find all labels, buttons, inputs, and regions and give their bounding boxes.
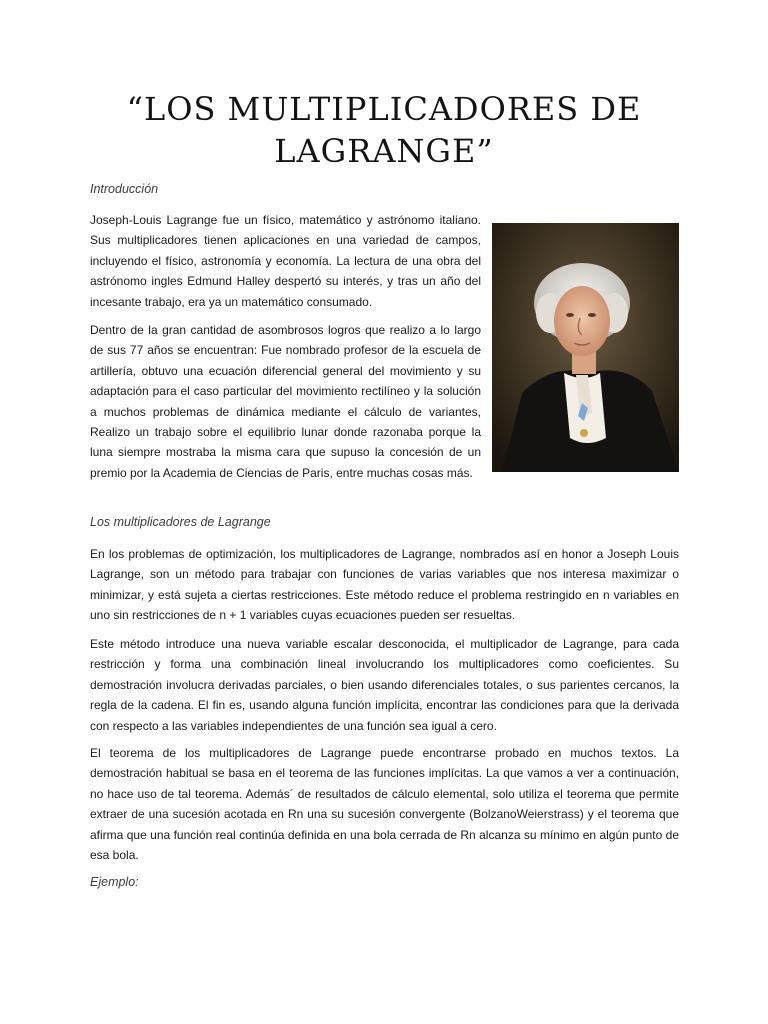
example-heading: Ejemplo: bbox=[90, 875, 139, 889]
multipliers-heading: Los multiplicadores de Lagrange bbox=[90, 515, 271, 529]
intro-paragraph-2: Dentro de la gran cantidad de asombrosos logros que realizo a lo largo de sus 77 años se encuentran: Fue nombrado profesor de la escuela de artillería, obtuvo una ecuación diferencial general del movimiento y su adaptación para el caso particular del movimiento rectilíneo y la solución a muchos problemas de dinámica mediante el cálculo de variantes, Realizo un trabajo sobre el equilibrio lunar donde razonaba porque la luna siempre mostraba la misma cara que supuso la concesión de un premio por la Academia de Ciencias de Paris, entre muchas cosas más. bbox=[90, 323, 481, 480]
intro-heading: Introducción bbox=[90, 182, 159, 196]
portrait-image bbox=[492, 223, 679, 472]
intro-paragraph-1: Joseph-Louis Lagrange fue un físico, matemático y astrónomo italiano. Sus multiplicadores tienen aplicaciones en una variedad de campos, incluyendo el físico, astronomía y economía. La lectura de una obra del astrónomo ingles Edmund Halley despertó su interés, y tras un año del incesante trabajo, era ya un matemático consumado. bbox=[90, 213, 481, 309]
multipliers-paragraph-2: Este método introduce una nueva variable escalar desconocida, el multiplicador de Lagrange, para cada restricción y forma una combinación lineal involucrando los multiplicadores como coeficientes. Su demostración involucra derivadas parciales, o bien usando diferenciales totales, o sus parientes cercanos, la regla de la cadena. El fin es, usando alguna función implícita, encontrar las condiciones para que la derivada con respecto a las variables independientes de una función sea igual a cero. bbox=[90, 637, 679, 733]
document-title: “LOS MULTIPLICADORES DE LAGRANGE” bbox=[126, 90, 642, 170]
multipliers-paragraph-1: En los problemas de optimización, los multiplicadores de Lagrange, nombrados así en honor a Joseph Louis Lagrange, son un método para trabajar con funciones de varias variables que nos interesa maximizar o minimizar, y está sujeta a ciertas restricciones. Este método reduce el problema restringido en n variables en uno sin restricciones de n + 1 variables cuyas ecuaciones pueden ser resueltas. bbox=[90, 547, 679, 623]
multipliers-paragraph-3: El teorema de los multiplicadores de Lagrange puede encontrarse probado en muchos textos. La demostración habitual se basa en el teorema de las funciones implícitas. La que vamos a ver a continuación, no hace uso de tal teorema. Además´ de resultados de cálculo elemental, solo utiliza el teorema que permite extraer de una sucesión acotada en Rn una su sucesión convergente (BolzanoWeierstrass) y el teorema que afirma que una función real continúa definida en una bola cerrada de Rn alcanza su mínimo en algún punto de esa bola. bbox=[90, 746, 679, 863]
portrait-of-lagrange-icon bbox=[492, 223, 679, 472]
